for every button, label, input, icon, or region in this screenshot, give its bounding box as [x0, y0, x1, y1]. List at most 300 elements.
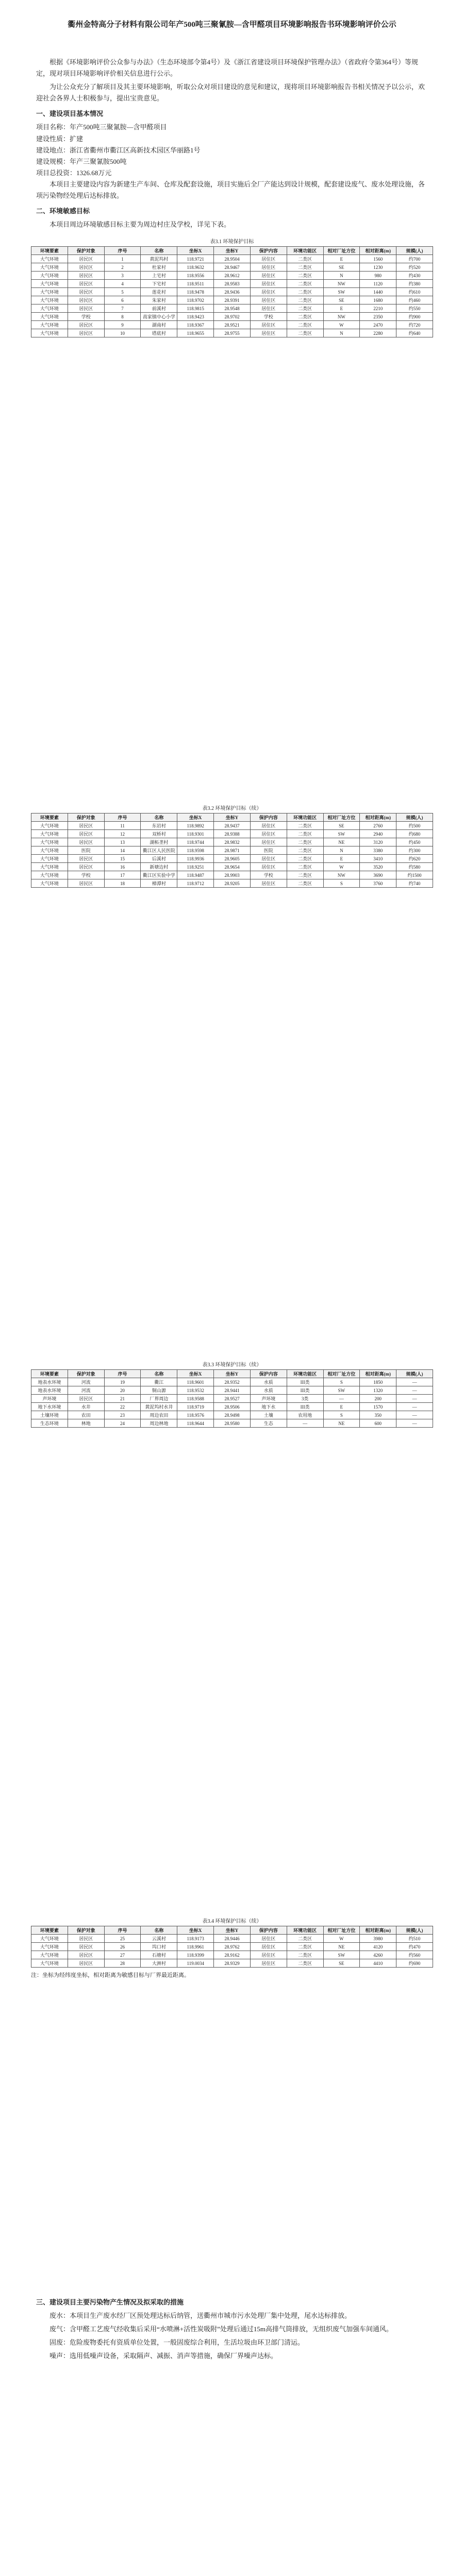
table-cell: 二类区	[287, 830, 323, 838]
table-cell: 3380	[360, 846, 396, 855]
table-cell: 2940	[360, 830, 396, 838]
table-cell: 二类区	[287, 863, 323, 871]
table-row	[31, 321, 433, 329]
table-cell: 水井	[68, 1403, 104, 1411]
table-cell: 28.9205	[214, 879, 251, 888]
table-cell: 3120	[360, 838, 396, 846]
table-cell: 居住区	[250, 296, 287, 304]
table-note: 注：坐标为经纬度坐标，相对距离为敏感目标与厂界最近距离。	[31, 1972, 190, 1978]
table-cell: W	[323, 863, 360, 871]
table-row	[31, 329, 433, 337]
column-header: 名称	[141, 1926, 177, 1935]
project-site: 建设地点：浙江省衢州市衢江区高新技术园区华丽路1号	[36, 146, 201, 154]
table-cell: 约300	[396, 846, 433, 855]
table-cell: 28.9436	[214, 288, 251, 296]
table-cell: —	[287, 1419, 323, 1428]
table-cell: 二类区	[287, 879, 323, 888]
section-heading: 一、建设项目基本情况	[36, 110, 104, 118]
solid-waste-paragraph: 固废：危险废物委托有资质单位处置，一般固废综合利用，生活垃圾由环卫部门清运。	[49, 2338, 305, 2347]
table-cell: 生态环境	[31, 1419, 68, 1428]
column-header: 序号	[104, 1370, 141, 1378]
table-cell: 28.9832	[214, 838, 251, 846]
table-cell: 28.9441	[214, 1386, 251, 1395]
protection-table-3	[31, 1360, 433, 1428]
table-cell: 约550	[396, 304, 433, 313]
table-body	[31, 822, 433, 888]
table-cell: 3980	[360, 1935, 396, 1943]
table-cell: 118.9712	[177, 879, 214, 888]
table-cell: 118.9423	[177, 313, 214, 321]
table-cell: 大气环境	[31, 838, 68, 846]
table-cell: 居住区	[250, 1935, 287, 1943]
table-cell: 23	[104, 1411, 141, 1419]
table-cell: 1570	[360, 1403, 396, 1411]
table-cell: 居民区	[68, 288, 104, 296]
table-cell: SW	[323, 1386, 360, 1395]
table-cell: 119.0034	[177, 1959, 214, 1968]
table-cell: 约900	[396, 313, 433, 321]
table-row	[31, 822, 433, 830]
table-cell: 居住区	[250, 304, 287, 313]
table-cell: 2350	[360, 313, 396, 321]
table-cell: 约680	[396, 830, 433, 838]
table-cell: 28.9446	[214, 1935, 251, 1943]
table-cell: 居住区	[250, 879, 287, 888]
table-cell: 大气环境	[31, 822, 68, 830]
table-cell: S	[323, 1411, 360, 1419]
table-cell: 土壤	[250, 1411, 287, 1419]
table-cell: SW	[323, 1951, 360, 1959]
table-cell: 医院	[250, 846, 287, 855]
table-cell: 塔底村	[141, 329, 177, 337]
table-cell: 双桥村	[141, 830, 177, 838]
table-cell: 118.9532	[177, 1386, 214, 1395]
table-cell: E	[323, 304, 360, 313]
table-cell: 学校	[68, 313, 104, 321]
table-cell: 大气环境	[31, 263, 68, 272]
table	[31, 1369, 433, 1428]
table-cell: 约430	[396, 272, 433, 280]
project-investment: 项目总投资：1326.68万元	[36, 168, 112, 177]
table-cell: 1560	[360, 255, 396, 263]
column-header: 保护对象	[68, 247, 104, 255]
table-cell: 学校	[250, 871, 287, 879]
table-cell: 12	[104, 830, 141, 838]
column-header: 序号	[104, 1926, 141, 1935]
table-cell: 林地	[68, 1419, 104, 1428]
column-header: 坐标X	[177, 247, 214, 255]
table-cell: 118.9588	[177, 1395, 214, 1403]
table-cell: 25	[104, 1935, 141, 1943]
table-cell: 湖南村	[141, 321, 177, 329]
table-row	[31, 855, 433, 863]
table-cell: 11	[104, 822, 141, 830]
table-cell: 居民区	[68, 1943, 104, 1951]
table-cell: 大气环境	[31, 329, 68, 337]
table-cell: 居住区	[250, 272, 287, 280]
table-cell: 118.9301	[177, 830, 214, 838]
table-cell: 3520	[360, 863, 396, 871]
table-cell: 118.9601	[177, 1378, 214, 1386]
table	[31, 246, 433, 337]
column-header: 环境要素	[31, 814, 68, 822]
column-header: 坐标X	[177, 1370, 214, 1378]
sensitivity-description: 本项目周边环境敏感目标主要为周边村庄及学校，详见下表。	[49, 221, 231, 229]
table-cell: 居民区	[68, 296, 104, 304]
table-cell: 声环境	[31, 1395, 68, 1403]
table-cell: 杜家村	[141, 263, 177, 272]
table-cell: 28.9467	[214, 263, 251, 272]
table-cell: 28.9583	[214, 280, 251, 288]
table-cell: 118.9721	[177, 255, 214, 263]
table-cell: 医院	[68, 846, 104, 855]
table-cell: 28.9162	[214, 1951, 251, 1959]
table-cell: 118.9719	[177, 1403, 214, 1411]
table-cell: 约520	[396, 263, 433, 272]
table-row	[31, 296, 433, 304]
table-caption: 表3.3 环境保护目标（续）	[202, 1362, 262, 1368]
table-cell: 二类区	[287, 838, 323, 846]
table-cell: 地下水	[250, 1403, 287, 1411]
table-caption: 表3.4 环境保护目标（续）	[202, 1919, 262, 1924]
table-row	[31, 1935, 433, 1943]
table-cell: 黄泥坞村	[141, 255, 177, 263]
table-cell: 高家镇中心小学	[141, 313, 177, 321]
table-cell: 学校	[68, 871, 104, 879]
table-cell: —	[396, 1411, 433, 1419]
table-header-row	[31, 1370, 433, 1378]
table-cell: 28.9654	[214, 863, 251, 871]
table-cell: 28.9506	[214, 1403, 251, 1411]
table-cell: 周边林地	[141, 1419, 177, 1428]
table-cell: 土壤环境	[31, 1411, 68, 1419]
table-cell: 约1500	[396, 871, 433, 879]
table-cell: 118.9478	[177, 288, 214, 296]
column-header: 规模(人)	[396, 1370, 433, 1378]
table-cell: 大气环境	[31, 296, 68, 304]
table-cell: 2760	[360, 822, 396, 830]
table-cell: 大气环境	[31, 288, 68, 296]
table-cell: 二类区	[287, 1943, 323, 1951]
table-cell: 28.9871	[214, 846, 251, 855]
column-header: 相对距离(m)	[360, 814, 396, 822]
table-cell: 24	[104, 1419, 141, 1428]
table-cell: —	[323, 1395, 360, 1403]
table-cell: 大气环境	[31, 863, 68, 871]
column-header: 环境要素	[31, 247, 68, 255]
table-cell: 大气环境	[31, 871, 68, 879]
table-cell: 118.9702	[177, 296, 214, 304]
table-cell: 15	[104, 855, 141, 863]
table-cell: 118.9936	[177, 855, 214, 863]
table-cell: 2470	[360, 321, 396, 329]
table-cell: 约720	[396, 321, 433, 329]
table-cell: 118.9511	[177, 280, 214, 288]
table-cell: 28.9548	[214, 304, 251, 313]
table-cell: 地下水环境	[31, 1403, 68, 1411]
table-row	[31, 830, 433, 838]
table-cell: 约640	[396, 329, 433, 337]
table-cell: 居民区	[68, 263, 104, 272]
column-header: 保护内容	[250, 814, 287, 822]
column-header: 坐标Y	[214, 1926, 251, 1935]
table-cell: 28.9612	[214, 272, 251, 280]
table-cell: 二类区	[287, 822, 323, 830]
table-cell: 200	[360, 1395, 396, 1403]
table-cell: 黄泥坞村水井	[141, 1403, 177, 1411]
table-cell: 上宅村	[141, 272, 177, 280]
table-cell: 16	[104, 863, 141, 871]
table-cell: 二类区	[287, 871, 323, 879]
table-cell: 大气环境	[31, 855, 68, 863]
table-cell: 二类区	[287, 321, 323, 329]
table-cell: 居民区	[68, 822, 104, 830]
table-caption: 表3.1 环境保护目标	[210, 239, 254, 245]
project-name: 项目名称：年产500吨三聚氰胺—含甲醛项目	[36, 123, 167, 131]
table-row	[31, 1419, 433, 1428]
table-cell: 3690	[360, 871, 396, 879]
table-cell: SE	[323, 822, 360, 830]
table	[31, 813, 433, 888]
table-cell: 21	[104, 1395, 141, 1403]
table-cell: 朱家村	[141, 296, 177, 304]
table-row	[31, 263, 433, 272]
table-cell: SE	[323, 296, 360, 304]
column-header: 保护内容	[250, 1926, 287, 1935]
table-cell: 大气环境	[31, 1951, 68, 1959]
table-cell: 石塘村	[141, 1951, 177, 1959]
table-cell: 4410	[360, 1959, 396, 1968]
column-header: 序号	[104, 814, 141, 822]
table-cell: 约620	[396, 855, 433, 863]
column-header: 序号	[104, 247, 141, 255]
table-cell: 湖柘垄村	[141, 838, 177, 846]
table-cell: 大气环境	[31, 255, 68, 263]
table-cell: —	[396, 1403, 433, 1411]
table-cell: 28.9388	[214, 830, 251, 838]
table-cell: 居住区	[250, 855, 287, 863]
table-cell: 约380	[396, 280, 433, 288]
table-cell: 14	[104, 846, 141, 855]
project-detail: 本项目主要建设内容为新建生产车间、仓库及配套设施，项目实施后全厂产能达到设计规模，配套建设废气、废水处理设施，各项污染物经处理后达标排放。	[36, 180, 425, 200]
table-cell: 28.9329	[214, 1959, 251, 1968]
table-cell: 居民区	[68, 321, 104, 329]
intro-paragraph: 根据《环境影响评价公众参与办法》（生态环境部令第4号）及《浙江省建设项目环境保护管理办法》（省政府令第364号）等规定，现对项目环境影响评价相关信息进行公示。	[36, 58, 419, 78]
table-cell: 居民区	[68, 1959, 104, 1968]
table-cell: 28.9762	[214, 1943, 251, 1951]
table-cell: 28.9504	[214, 255, 251, 263]
table-cell: 二类区	[287, 855, 323, 863]
table-cell: 二类区	[287, 1951, 323, 1959]
table-row	[31, 1386, 433, 1395]
pollution-section	[36, 2293, 428, 2364]
table-cell: 22	[104, 1403, 141, 1411]
table-cell: 118.9556	[177, 272, 214, 280]
table-cell: —	[396, 1395, 433, 1403]
table-cell: 4260	[360, 1951, 396, 1959]
table-cell: 28.9437	[214, 822, 251, 830]
page-title: 衢州金特高分子材料有限公司年产500吨三聚氰胺—含甲醛项目环境影响报告书环境影响评价公示	[68, 21, 396, 29]
table-cell: 4	[104, 280, 141, 288]
table-cell: 约470	[396, 1943, 433, 1951]
table-cell: 7	[104, 304, 141, 313]
table-cell: 二类区	[287, 255, 323, 263]
table-cell: 居民区	[68, 855, 104, 863]
table-cell: 二类区	[287, 304, 323, 313]
column-header: 环境功能区	[287, 1926, 323, 1935]
table-cell: 28.9527	[214, 1395, 251, 1403]
table-cell: 生态	[250, 1419, 287, 1428]
column-header: 相对厂址方位	[323, 814, 360, 822]
table-cell: 3760	[360, 879, 396, 888]
table-cell: 居住区	[250, 255, 287, 263]
table-cell: 居住区	[250, 1959, 287, 1968]
table-row	[31, 838, 433, 846]
section-heading: 三、建设项目主要污染物产生情况及拟采取的措施	[36, 2298, 184, 2306]
table-row	[31, 1403, 433, 1411]
table-cell: 1440	[360, 288, 396, 296]
table-cell: 地表水环境	[31, 1378, 68, 1386]
table-cell: 前溪村	[141, 304, 177, 313]
column-header: 环境要素	[31, 1926, 68, 1935]
column-header: 环境功能区	[287, 247, 323, 255]
table-cell: 3	[104, 272, 141, 280]
table-row	[31, 1378, 433, 1386]
table-body	[31, 1378, 433, 1428]
table-cell: 118.9961	[177, 1943, 214, 1951]
table-cell: 1230	[360, 263, 396, 272]
table-cell: 17	[104, 871, 141, 879]
table-cell: 约690	[396, 1959, 433, 1968]
table-cell: 20	[104, 1386, 141, 1395]
column-header: 相对厂址方位	[323, 1370, 360, 1378]
table-row	[31, 304, 433, 313]
table-cell: SW	[323, 288, 360, 296]
table-cell: 二类区	[287, 296, 323, 304]
table-cell: 东岩村	[141, 822, 177, 830]
column-header: 保护对象	[68, 1370, 104, 1378]
table-cell: 居住区	[250, 288, 287, 296]
column-header: 相对距离(m)	[360, 1370, 396, 1378]
table-cell: —	[396, 1419, 433, 1428]
table-cell: 118.9173	[177, 1935, 214, 1943]
table-cell: 居住区	[250, 863, 287, 871]
table-cell: N	[323, 329, 360, 337]
table-row	[31, 313, 433, 321]
table-cell: 118.9815	[177, 304, 214, 313]
table-cell: 居民区	[68, 255, 104, 263]
protection-table-2	[31, 804, 433, 888]
table-cell: 约510	[396, 1935, 433, 1943]
table-body	[31, 255, 433, 337]
table-cell: 2210	[360, 304, 396, 313]
table-cell: 118.9892	[177, 822, 214, 830]
column-header: 坐标Y	[214, 814, 251, 822]
table-cell: 居住区	[250, 830, 287, 838]
table-cell: 118.9487	[177, 871, 214, 879]
table-cell: 居民区	[68, 1935, 104, 1943]
protection-table-4	[31, 1917, 433, 1979]
table-cell: 居民区	[68, 879, 104, 888]
table-cell: 衢江	[141, 1378, 177, 1386]
table-cell: 118.9576	[177, 1411, 214, 1419]
table-cell: NW	[323, 280, 360, 288]
table-cell: 居住区	[250, 822, 287, 830]
table-row	[31, 280, 433, 288]
table-cell: NE	[323, 838, 360, 846]
column-header: 规模(人)	[396, 814, 433, 822]
column-header: 环境要素	[31, 1370, 68, 1378]
table-cell: 莲花村	[141, 288, 177, 296]
wastewater-paragraph: 废水：本项目生产废水经厂区预处理达标后纳管，送衢州市城市污水处理厂集中处理，尾水达标排放。	[49, 2312, 352, 2320]
table-cell: 河流	[68, 1378, 104, 1386]
table-cell: E	[323, 255, 360, 263]
table-row	[31, 1943, 433, 1951]
section-heading: 二、环境敏感目标	[36, 207, 90, 215]
table-cell: 大气环境	[31, 272, 68, 280]
column-header: 相对距离(m)	[360, 247, 396, 255]
table-cell: 居住区	[250, 263, 287, 272]
table-cell: 大气环境	[31, 321, 68, 329]
table-cell: 水质	[250, 1386, 287, 1395]
column-header: 相对厂址方位	[323, 247, 360, 255]
table-cell: 28.9755	[214, 329, 251, 337]
table-cell: 13	[104, 838, 141, 846]
column-header: 保护内容	[250, 247, 287, 255]
table-cell: 9	[104, 321, 141, 329]
table-cell: 18	[104, 879, 141, 888]
table-cell: 19	[104, 1378, 141, 1386]
table-cell: 118.9598	[177, 846, 214, 855]
table-cell: 农用地	[287, 1411, 323, 1419]
table-cell: NW	[323, 313, 360, 321]
table-cell: W	[323, 321, 360, 329]
table-cell: 大气环境	[31, 846, 68, 855]
table-cell: 声环境	[250, 1395, 287, 1403]
table-cell: NW	[323, 871, 360, 879]
column-header: 环境功能区	[287, 1370, 323, 1378]
table-cell: 二类区	[287, 280, 323, 288]
table-cell: —	[396, 1378, 433, 1386]
column-header: 规模(人)	[396, 1926, 433, 1935]
table-cell: SE	[323, 263, 360, 272]
table-cell: 大气环境	[31, 313, 68, 321]
table-cell: 樟潭村	[141, 879, 177, 888]
table-cell: 2	[104, 263, 141, 272]
table-cell: 约500	[396, 822, 433, 830]
table-row	[31, 863, 433, 871]
table-cell: E	[323, 855, 360, 863]
table-cell: 大洲村	[141, 1959, 177, 1968]
table-cell: 28.9498	[214, 1411, 251, 1419]
table-cell: 大气环境	[31, 1959, 68, 1968]
column-header: 名称	[141, 1370, 177, 1378]
table-cell: 5	[104, 288, 141, 296]
table-cell: S	[323, 1378, 360, 1386]
table-cell: 大气环境	[31, 1943, 68, 1951]
table-cell: 后溪村	[141, 855, 177, 863]
table-row	[31, 1395, 433, 1403]
table-cell: 居住区	[250, 838, 287, 846]
table-cell: 二类区	[287, 1935, 323, 1943]
table-cell: 1	[104, 255, 141, 263]
column-header: 名称	[141, 247, 177, 255]
column-header: 保护内容	[250, 1370, 287, 1378]
table-cell: 二类区	[287, 846, 323, 855]
table-cell: 居民区	[68, 830, 104, 838]
table-cell: 2280	[360, 329, 396, 337]
project-scale: 建设规模：年产三聚氰胺500吨	[36, 157, 127, 165]
